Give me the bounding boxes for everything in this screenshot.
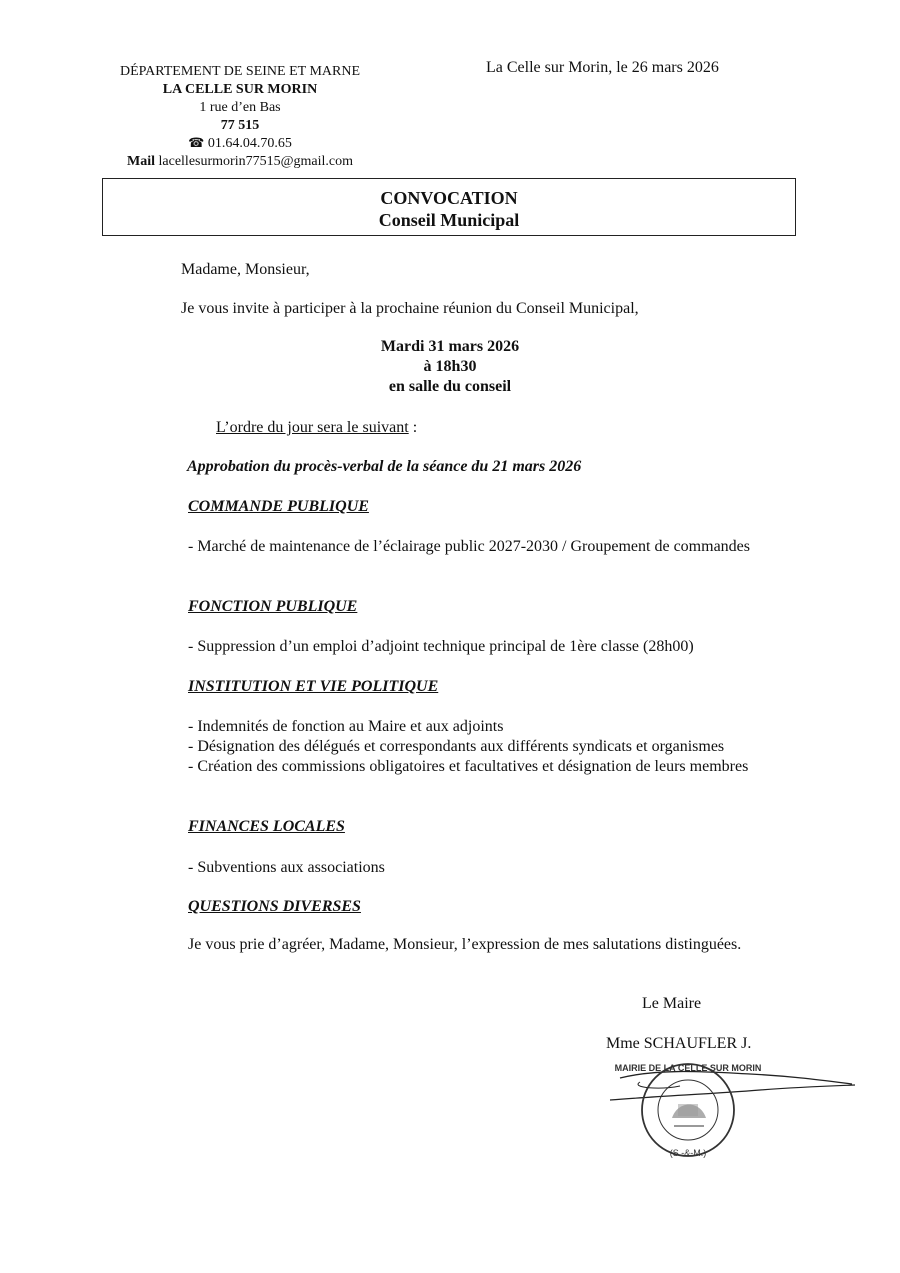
svg-text:MAIRIE DE LA CELLE SUR MORIN: MAIRIE DE LA CELLE SUR MORIN <box>614 1063 762 1073</box>
title-box <box>102 178 796 236</box>
date-line: La Celle sur Morin, le 26 mars 2026 <box>486 59 719 76</box>
agenda-intro-text: L’ordre du jour sera le suivant <box>216 419 409 436</box>
agenda-item: - Indemnités de fonction au Maire et aux adjoints <box>188 718 504 735</box>
agenda-intro-colon: : <box>408 419 418 436</box>
agenda-intro <box>216 418 417 438</box>
letterhead <box>60 63 420 171</box>
section-heading-fonction-publique: FONCTION PUBLIQUE <box>188 598 358 615</box>
signature-name: Mme SCHAUFLER J. <box>606 1035 752 1052</box>
agenda-item: - Subventions aux associations <box>188 859 385 876</box>
section-heading-finances-locales: FINANCES LOCALES <box>188 818 345 835</box>
meeting-place: en salle du conseil <box>388 378 512 395</box>
closing-text: Je vous prie d’agréer, Madame, Monsieur, l’expression de mes salutations distinguées. <box>188 936 742 953</box>
approval-item: Approbation du procès-verbal de la séance du 21 mars 2026 <box>187 458 582 475</box>
agenda-item: - Désignation des délégués et correspondants aux différents syndicats et organismes <box>188 738 725 755</box>
phone-number: 01.64.04.70.65 <box>207 136 292 151</box>
mail-label: Mail <box>127 154 156 169</box>
svg-text:(S.-&-M.): (S.-&-M.) <box>669 1148 707 1158</box>
agenda-item: - Suppression d’un emploi d’adjoint technique principal de 1ère classe (28h00) <box>188 638 694 655</box>
agenda-item: - Marché de maintenance de l’éclairage public 2027-2030 / Groupement de commandes <box>188 538 750 555</box>
section-heading-commande-publique: COMMANDE PUBLIQUE <box>188 498 369 515</box>
commune-name: LA CELLE SUR MORIN <box>162 82 318 97</box>
meeting-date: Mardi 31 mars 2026 <box>380 338 520 355</box>
phone-icon: ☎ <box>188 136 205 151</box>
postal-code: 77 515 <box>220 118 260 133</box>
official-stamp <box>608 1060 768 1160</box>
meeting-time: à 18h30 <box>423 358 477 375</box>
section-heading-institution: INSTITUTION ET VIE POLITIQUE <box>188 678 439 695</box>
salutation: Madame, Monsieur, <box>181 261 310 278</box>
phone-line <box>60 135 420 153</box>
section-heading-questions-diverses: QUESTIONS DIVERSES <box>188 898 361 915</box>
department-name: DÉPARTEMENT DE SEINE ET MARNE <box>119 64 361 79</box>
signature-role: Le Maire <box>642 995 702 1012</box>
meeting-details <box>300 337 600 397</box>
agenda-item: - Création des commissions obligatoires et facultatives et désignation de leurs membres <box>188 758 749 775</box>
address-line: 1 rue d’en Bas <box>199 100 281 115</box>
mail-address: lacellesurmorin77515@gmail.com <box>158 154 353 169</box>
mail-line <box>60 153 420 171</box>
invitation-text: Je vous invite à participer à la prochaine réunion du Conseil Municipal, <box>181 300 639 317</box>
title-conseil: Conseil Municipal <box>378 210 520 230</box>
title-convocation: CONVOCATION <box>380 188 518 208</box>
